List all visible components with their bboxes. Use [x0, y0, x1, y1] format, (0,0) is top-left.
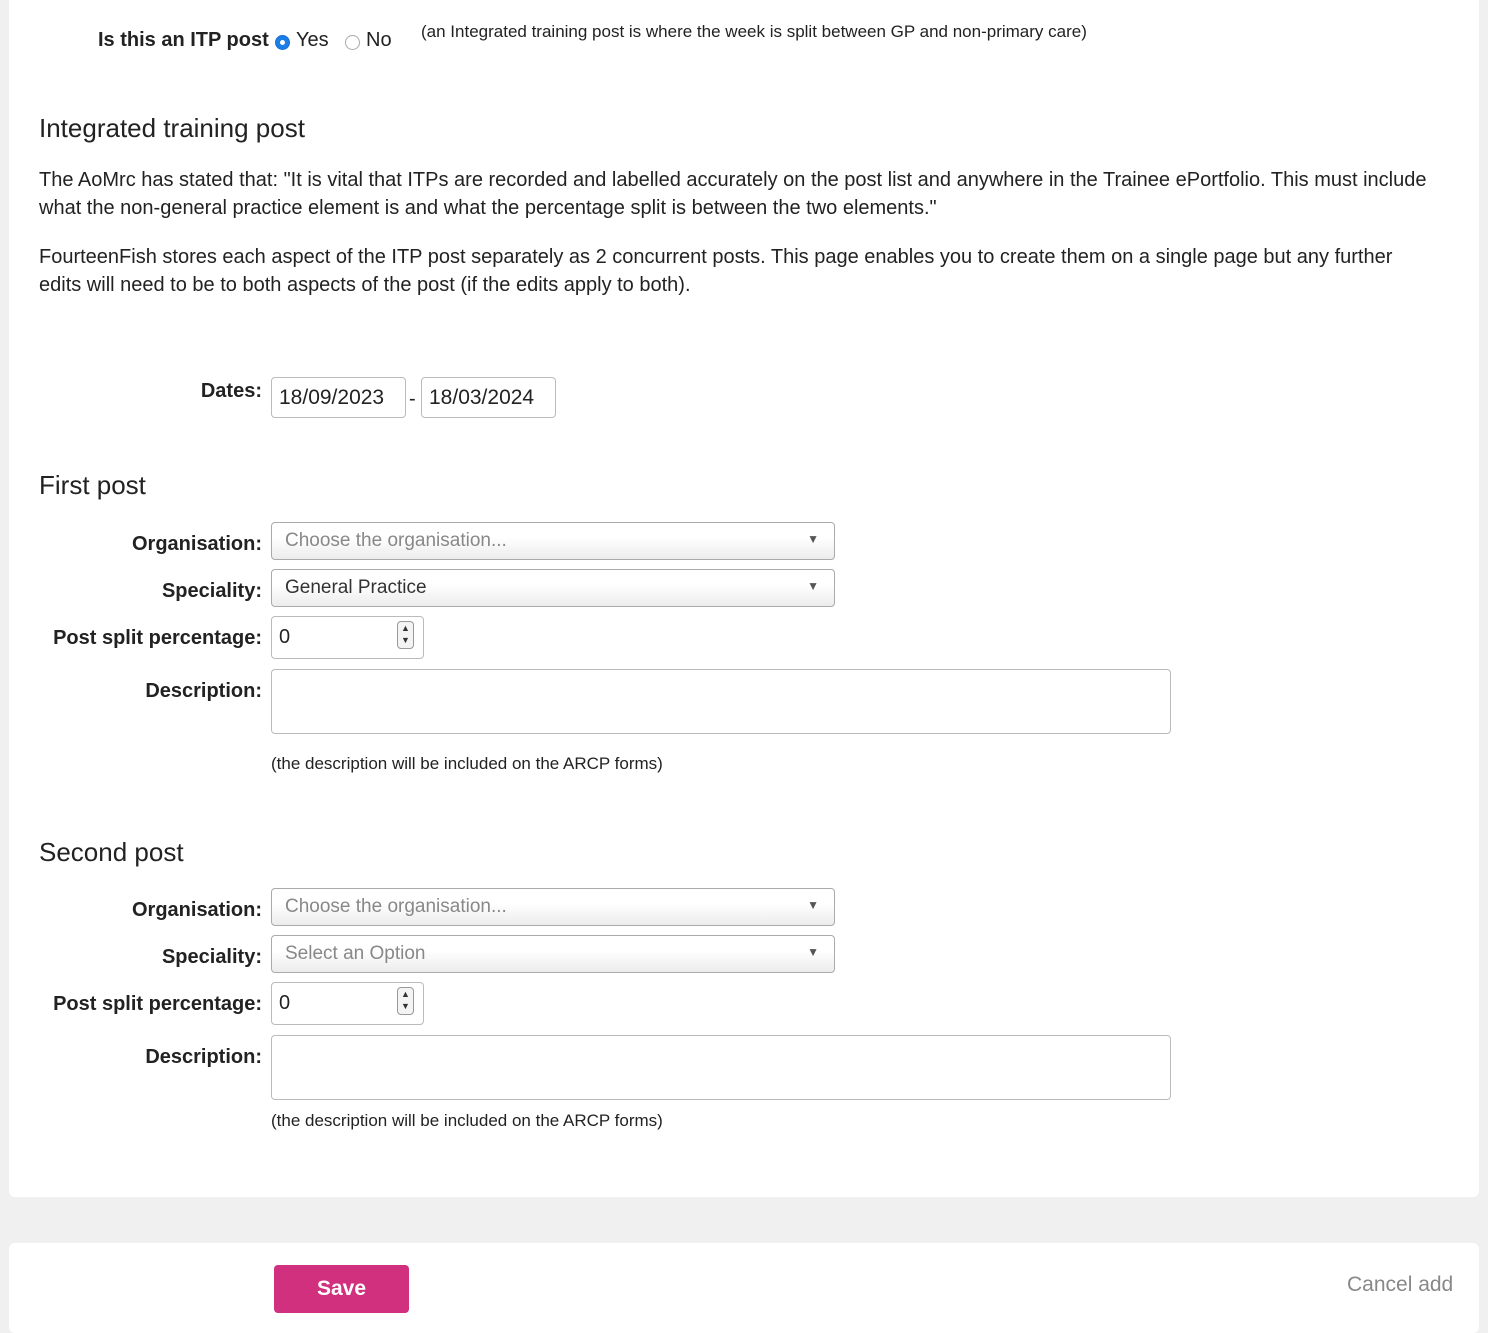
triangle-down-icon: ▼	[807, 579, 819, 593]
date-separator: -	[409, 388, 416, 410]
second-organisation-label: Organisation:	[131, 899, 262, 921]
first-split-value: 0	[279, 626, 291, 648]
itp-note: (an Integrated training post is where the week is split between GP and non-primary care)	[421, 22, 1087, 41]
triangle-down-icon: ▼	[807, 945, 819, 959]
cancel-add-link[interactable]: Cancel add	[1347, 1273, 1454, 1296]
itp-yes-radio[interactable]	[275, 35, 290, 50]
itp-question-label: Is this an ITP post	[98, 29, 269, 51]
save-button[interactable]: Save	[274, 1265, 409, 1313]
first-speciality-select[interactable]	[271, 569, 835, 607]
first-organisation-label: Organisation:	[131, 533, 262, 555]
first-split-input[interactable]	[271, 616, 424, 659]
first-organisation-placeholder: Choose the organisation...	[285, 530, 507, 551]
first-organisation-select[interactable]	[271, 522, 835, 560]
section-heading-first-post: First post	[39, 470, 146, 500]
second-description-textarea[interactable]	[271, 1035, 1171, 1100]
triangle-down-icon: ▼	[807, 898, 819, 912]
section-heading-itp: Integrated training post	[39, 113, 305, 143]
second-organisation-select[interactable]	[271, 888, 835, 926]
spinner-arrows-icon[interactable]: ▲ ▼	[397, 621, 414, 649]
itp-no-radio[interactable]	[345, 35, 360, 50]
second-split-input[interactable]	[271, 982, 424, 1025]
intro-paragraph-2: FourteenFish stores each aspect of the ITP post separately as 2 concurrent posts. This page enables you to create them on a single page but any further edits will need to be to both aspects of the post (if the edits apply to both).	[39, 246, 1393, 296]
second-description-label: Description:	[145, 1046, 262, 1068]
second-description-hint: (the description will be included on the ARCP forms)	[271, 1111, 663, 1130]
itp-no-label[interactable]: No	[366, 29, 392, 51]
first-speciality-label: Speciality:	[161, 580, 262, 602]
intro-paragraph-1: The AoMrc has stated that: "It is vital that ITPs are recorded and labelled accurately on the post list and anywhere in the Trainee ePortfolio. This must include what the non-general practice element is and what the percentage split is between the two elements."	[39, 169, 1427, 219]
end-date-input[interactable]: 18/03/2024	[421, 377, 556, 418]
second-speciality-placeholder: Select an Option	[285, 943, 426, 964]
start-date-input[interactable]: 18/09/2023	[271, 377, 406, 418]
second-split-label: Post split percentage:	[53, 993, 262, 1015]
action-bar	[9, 1243, 1479, 1333]
first-description-hint: (the description will be included on the ARCP forms)	[271, 754, 663, 773]
itp-yes-label[interactable]: Yes	[296, 29, 329, 51]
first-split-label: Post split percentage:	[53, 627, 262, 649]
section-heading-second-post: Second post	[39, 837, 184, 867]
second-organisation-placeholder: Choose the organisation...	[285, 896, 507, 917]
second-speciality-select[interactable]	[271, 935, 835, 973]
triangle-down-icon: ▼	[807, 532, 819, 546]
spinner-arrows-icon[interactable]: ▲ ▼	[397, 987, 414, 1015]
second-split-value: 0	[279, 992, 291, 1014]
second-speciality-label: Speciality:	[161, 946, 262, 968]
first-description-textarea[interactable]	[271, 669, 1171, 734]
first-description-label: Description:	[145, 680, 262, 702]
dates-label: Dates:	[200, 380, 262, 402]
first-speciality-value: General Practice	[285, 577, 427, 598]
